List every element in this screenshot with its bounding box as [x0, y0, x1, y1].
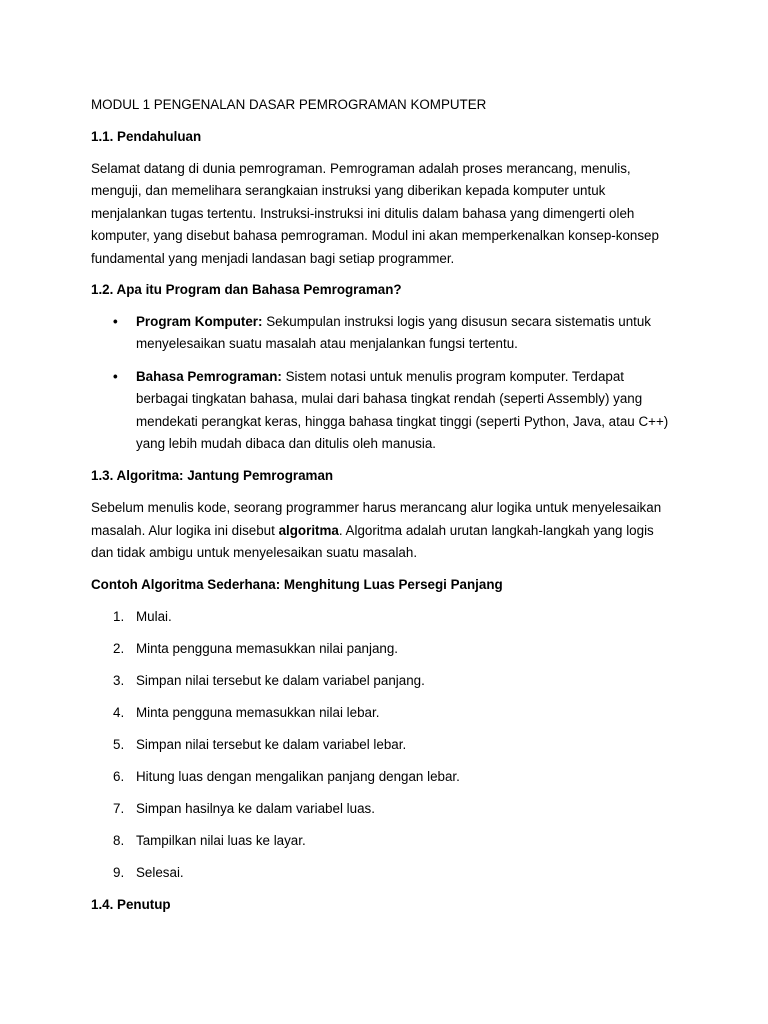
definition-line [136, 366, 680, 388]
intro-line-3: menjalankan tugas tertentu. Instruksi-instruksi ini ditulis dalam bahasa yang dimengerti oleh [91, 205, 635, 221]
section-heading-pendahuluan: 1.1. Pendahuluan [91, 129, 202, 144]
algorithm-step [91, 606, 680, 628]
step-number: 7. [113, 800, 125, 816]
intro-paragraph [91, 158, 680, 270]
algorithm-paragraph [91, 497, 680, 564]
definition-bahasa-pemrograman [91, 366, 680, 456]
section-heading-program: 1.2. Apa itu Program dan Bahasa Pemrograman? [91, 282, 402, 298]
intro-line-2: menguji, dan memelihara serangkaian instruksi yang diberikan kepada komputer untuk [91, 183, 606, 199]
section-heading-penutup: 1.4. Penutup [91, 896, 171, 912]
intro-line-1: Selamat datang di dunia pemrograman. Pemrograman adalah proses merancang, menulis, [91, 161, 631, 176]
step-number: 8. [113, 832, 125, 848]
definition-text: Sistem notasi untuk menulis program komputer. Terdapat [281, 368, 625, 384]
algorithm-step [91, 830, 680, 852]
algorithm-text: . Algoritma adalah urutan langkah-langkah yang logis [338, 522, 654, 538]
document-title: MODUL 1 PENGENALAN DASAR PEMROGRAMAN KOMPUTER [91, 97, 487, 112]
section-heading-algoritma: 1.3. Algoritma: Jantung Pemrograman [91, 468, 334, 484]
algorithm-text: masalah. Alur logika ini disebut [91, 522, 279, 538]
step-number: 4. [113, 704, 125, 720]
step-number: 5. [113, 736, 125, 752]
algorithm-line-1: Sebelum menulis kode, seorang programmer harus merancang alur logika untuk menyelesaikan [91, 500, 662, 516]
step-text: Hitung luas dengan mengalikan panjang dengan lebar. [136, 768, 460, 784]
intro-line-5: fundamental yang menjadi landasan bagi setiap programmer. [91, 250, 455, 266]
definition-term: Bahasa Pemrograman: [136, 368, 282, 384]
intro-line-4: komputer, yang disebut bahasa pemrograman. Modul ini akan memperkenalkan konsep-konsep [91, 228, 659, 244]
definition-line: berbagai tingkatan bahasa, mulai dari bahasa tingkat rendah (seperti Assembly) yang [136, 391, 643, 407]
definition-line [136, 311, 680, 333]
algorithm-step [91, 766, 680, 788]
algorithm-line-2 [91, 520, 680, 542]
algorithm-step [91, 638, 680, 660]
algorithm-term: algoritma [278, 522, 339, 538]
step-text: Minta pengguna memasukkan nilai panjang. [136, 640, 399, 656]
definition-line: yang lebih mudah dibaca dan ditulis oleh manusia. [136, 436, 437, 452]
step-number: 6. [113, 768, 125, 784]
algorithm-line-3: dan tidak ambigu untuk menyelesaikan suatu masalah. [91, 545, 418, 561]
definition-list [91, 311, 680, 455]
step-number: 1. [113, 608, 125, 624]
step-text: Minta pengguna memasukkan nilai lebar. [136, 704, 380, 720]
algorithm-step [91, 702, 680, 724]
step-text: Mulai. [136, 608, 172, 624]
algorithm-step [91, 734, 680, 756]
algorithm-steps-list [91, 606, 680, 884]
bullet-icon: • [113, 314, 118, 330]
definition-term: Program Komputer: [136, 314, 263, 330]
definition-text: Sekumpulan instruksi logis yang disusun secara sistematis untuk [262, 314, 652, 330]
algorithm-step [91, 798, 680, 820]
bullet-icon: • [113, 368, 118, 384]
definition-program-komputer [91, 311, 680, 356]
step-text: Simpan hasilnya ke dalam variabel luas. [136, 800, 375, 816]
algorithm-step [91, 862, 680, 884]
definition-line: mendekati perangkat keras, hingga bahasa tingkat tinggi (seperti Python, Java, atau C++) [136, 413, 669, 429]
step-text: Simpan nilai tersebut ke dalam variabel lebar. [136, 736, 407, 752]
step-number: 9. [113, 864, 125, 880]
algorithm-step [91, 670, 680, 692]
example-heading: Contoh Algoritma Sederhana: Menghitung Luas Persegi Panjang [91, 576, 503, 592]
step-number: 3. [113, 672, 125, 688]
step-text: Simpan nilai tersebut ke dalam variabel panjang. [136, 672, 425, 688]
step-number: 2. [113, 640, 125, 656]
definition-line: menyelesaikan suatu masalah atau menjalankan fungsi tertentu. [136, 336, 518, 352]
step-text: Selesai. [136, 864, 184, 880]
step-text: Tampilkan nilai luas ke layar. [136, 832, 306, 848]
